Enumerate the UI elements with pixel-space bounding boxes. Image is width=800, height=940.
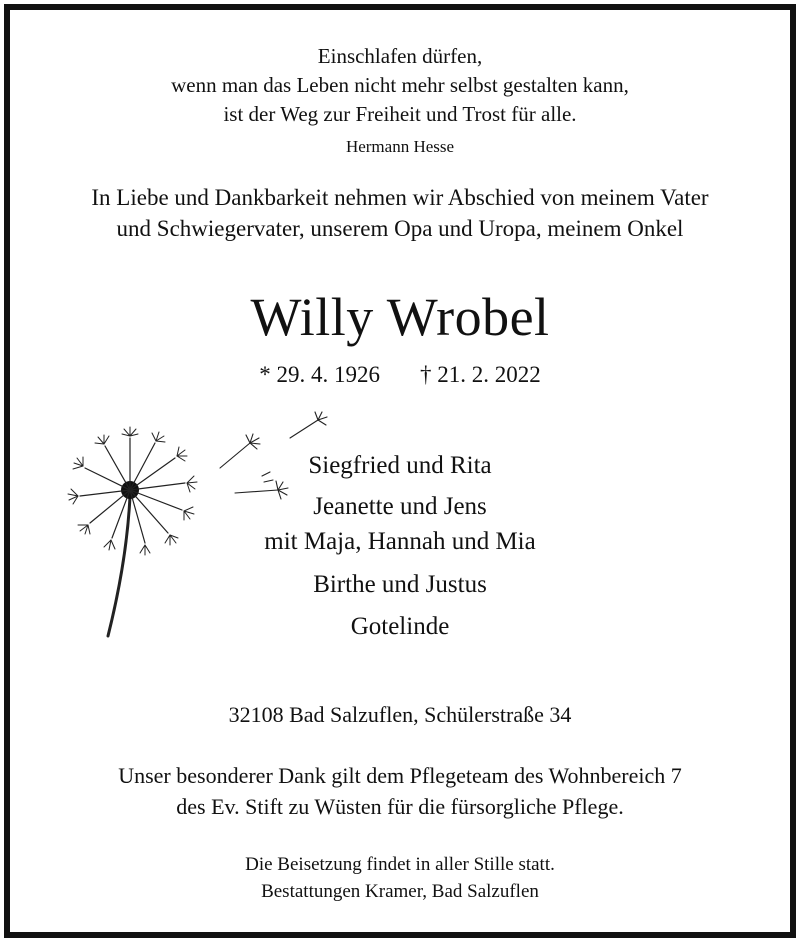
poem-author: Hermann Hesse bbox=[345, 137, 455, 156]
obituary-frame bbox=[4, 4, 796, 938]
dandelion-icon bbox=[50, 398, 350, 648]
death-date: † 21. 2. 2022 bbox=[420, 362, 541, 387]
birth-date: * 29. 4. 1926 bbox=[259, 362, 380, 387]
deceased-name: Willy Wrobel bbox=[250, 287, 550, 347]
family-line: Jeanette und Jens bbox=[313, 493, 487, 520]
thanks-line: Unser besonderer Dank gilt dem Pflegeteam des Wohnbereich 7 bbox=[118, 763, 682, 788]
family-line: Siegfried und Rita bbox=[308, 452, 492, 479]
thanks-line: des Ev. Stift zu Wüsten für die fürsorgliche Pflege. bbox=[176, 794, 624, 819]
family-line: mit Maja, Hannah und Mia bbox=[264, 528, 536, 555]
poem-line: ist der Weg zur Freiheit und Trost für alle. bbox=[223, 102, 577, 126]
burial-line: Bestattungen Kramer, Bad Salzuflen bbox=[261, 881, 539, 902]
life-dates bbox=[10, 362, 790, 388]
poem-line: wenn man das Leben nicht mehr selbst gestalten kann, bbox=[171, 73, 629, 97]
family-line: Gotelinde bbox=[350, 613, 450, 640]
burial-line: Die Beisetzung findet in aller Stille statt. bbox=[245, 854, 555, 875]
poem-line: Einschlafen dürfen, bbox=[317, 44, 483, 68]
intro-line: In Liebe und Dankbarkeit nehmen wir Abschied von meinem Vater bbox=[91, 185, 709, 210]
intro-line: und Schwiegervater, unserem Opa und Uropa, meinem Onkel bbox=[116, 216, 684, 241]
address: 32108 Bad Salzuflen, Schülerstraße 34 bbox=[228, 702, 572, 727]
family-line: Birthe und Justus bbox=[313, 571, 487, 598]
